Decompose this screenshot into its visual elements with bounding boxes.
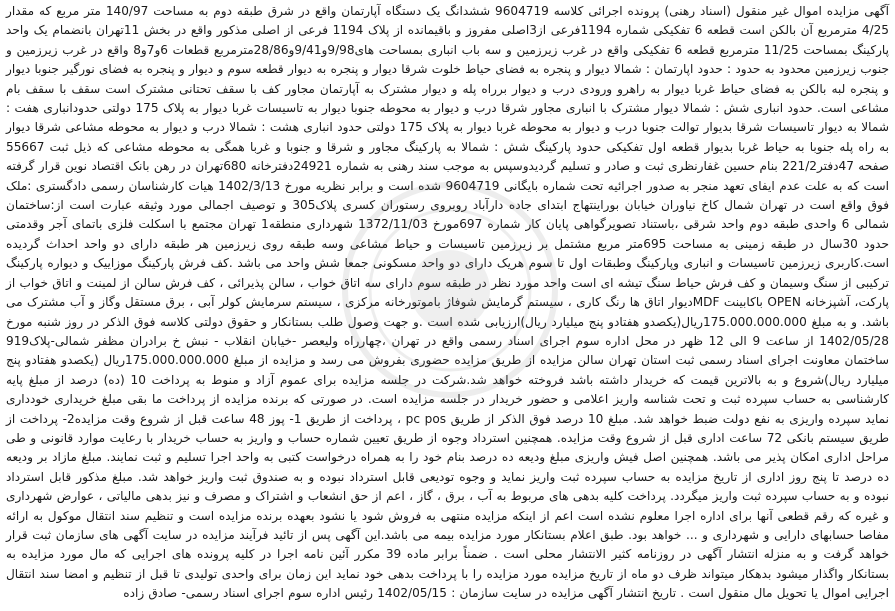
notice-body-text: آگهی مزایده اموال غیر منقول (اسناد رهنی) پرونده اجرائی کلاسه 9604719 ششدانگ یک دستگاه آپارتمان واقع در شرق طبقه دوم به مساحت 140/97 متر مربع که مقدار 4/25 مترمربع آن بالکن است قطعه 6 تفکیکی شماره 1194فرعی از3اصلی مفروز و باقیمانده از پلاک 1194 فرعی از اصلی مذکور واقع در بخش 11تهران بانضمام یک واحد پارکینگ بمساحت 11/25 مترمربع قطعه 6 تفکیکی واقع در غرب زیرزمین و سه باب انباری بمساحت های9/98و9/41و28/86مترمربع قطعات 6و7و8 واقع در غرب زیرزمین و جنوب زیرزمین محدود به حدود : حدود اپارتمان : شمالا دیوار و پنجره به فضای حیاط خلوت شرقا دیوار و پنجره به دیوار قطعه سوم و دیوار و پنجره به فضای نورگیر جنوبا دیوار و پنجره لبه بالکن به فضای حیاط غربا دیوار به راهرو ورودی درب و دیوار برراه پله و دیوار مشترک به آپارتمان مجاور کف با سقف تحتانی مشترک است سقف با سقف بام مشاعی است. حدود انباری شش : شمالا دیوار مشترک با انباری مجاور شرقا درب و دیوار به محوطه جنوبا دیوار به تاسیسات غربا دیوار به پلاک 175 دولتی حدودانباری هفت : شمالا به دیوار تاسیسات شرقا بدیوار توالت جنوبا درب و دیوار به محوطه غربا دیوار به پلاک 175 دولتی حدود انباری هشت : شمالا درب و دیوار به محوطه مشاعی شرقا دیوار به راه پله جنوبا به حیاط غربا بدیوار قطعه اول تفکیکی حدود پارکینگ شش : شمالا به پارکینگ مجاور و شرقا و جنوبا و غربا همگی به محوطه مشاعی که ذیل ثبت 55667 صفحه 47دفتر221/2 بنام حسین غفارنظری ثبت و صادر و تسلیم گردیدوسپس به موجب سند رهنی به شماره 24921دفترخانه 680تهران در رهن بانک اقتصاد نوین قرار گرفته است که به علت عدم ایفای تعهد منجر به صدور اجرائیه تحت شماره بایگانی 9604719 شده است و برابر نظریه مورخ 1402/3/13 هیات کارشناسان رسمی دادگستری :ملک فوق واقع است در تهران شمال کاخ نیاوران خیابان بوراینتهاج ابتدای جاده دارآباد روبروی رستوران کسری پلاک305 و توصیف اجمالی مورد وثیقه عبارت است از:ساختمان شمالی 6 واحدی طبقه دوم واحد شرقی ،باستناد تصویرگواهی پایان کار شماره 697مورخ 1372/11/03 شهرداری منطقه1 تهران مجتمع با اسکلت فلزی باتمای آجر وقدمتی حدود 30سال در طبقه زمینی به مساحت 695متر مربع مشتمل بر زیرزمین تاسیسات و حیاط مشاعی وسه طبقه روی زیرزمین هر طبقه دارای دو واحد احداث گردیده است.کاربری زیرزمین تاسیسات و انباری وپارکینگ وطبقات اول تا سوم هریک دارای دو واحد مسکونی جمعا شش واحد می باشد .کف فرش پارکینگ موزاییک و دیواره پارکینگ ترکیبی از سنگ وسیمان و کف فرش حیاط سنگ تیشه ای است واحد مورد نظر در طبقه سوم دارای سه اتاق خواب ، سالن پذیرائی ، کف فرش سالن از لمینت و اتاق خواب از پارکت، آشپزخانه OPEN باکابینت MDFدیوار اتاق ها رنگ کاری ، سیستم گرمایش شوفاژ باموتورخانه مرکزی ، سیستم سرمایش کولر آبی ، برق مستقل وگاز و آب مشترک می باشد. و به مبلغ 175.000.000.000ریال(یکصدو هفتادو پنج میلیارد ریال)ارزیابی شده است .و جهت وصول طلب بستانکار و حقوق دولتی کلاسه فوق الذکر در روز شنبه مورخ 1402/05/28 از ساعت 9 الی 12 ظهر در محل اداره سوم اجرای اسناد رسمی واقع در تهران ،چهارراه ولیعصر -خیابان انقلاب - نبش خ برادران مظفر شمالی-پلاک919 ساختمان معاونت اجرای اسناد رسمی ثبت استان تهران سالن مزایده از طریق مزایده حضوری بفروش می رسد و مزایده از مبلغ 175.000.000.000ریال (یکصدو هفتادو پنج میلیارد ریال)شروع و به بالاترین قیمت که خریدار داشته باشد فروخته خواهد شد.شرکت در جلسه مزایده برای عموم آزاد و منوط به پرداخت 10 (ده) درصد از مبلغ پایه کارشناسی به حساب سپرده ثبت و تحت شناسه واریز اعلامی و حضور خریدار در جلسه مزایده است. در صورتی که برنده مزایده از پرداخت ما بقی مبلغ خریداری خودداری نماید سپرده واریزی به نفع دولت ضبط خواهد شد. مبلغ 10 درصد فوق الذکر از طریق pc pos ، پرداخت از طریق 1- پوز 48 ساعت قبل از شروع وقت مزایده2- پرداخت از طریق سیستم بانکی 72 ساعت اداری قبل از شروع وقت مزایده. همچنین استرداد وجوه از طریق تعیین شماره حساب و واریز به حساب خریدار با رعایت موارد قانونی و طی مراحل اداری امکان پذیر می باشد. همچنین اصل فیش واریزی مبلغ ودیعه ده درصد بنام خود را به همراه درخواست کتبی به واحد اجرا تسلیم و ثبت نمایند. مبلغ مازاد بر ودیعه ده درصد تا پنج روز اداری از تاریخ مزایده به حساب سپرده ثبت واریز نماید و وجوه تودیعی قابل استرداد نبوده و به صندوق ثبت واریز خواهد شد. مبلغ مذکور قابل استرداد نبوده و به حساب سپرده ثبت واریز میگردد. پرداخت کلیه بدهی های مربوط به آب ، برق ، گاز ، اعم از حق انشعاب و اشتراک و مصرف و نیز بدهی مالیاتی ، عوارض شهرداری و غیره که رقم قطعی آنها برای اداره اجرا معلوم نشده است اعم از اینکه مزایده منتهی به فروش شود یا نشود بعهده برنده مزایده است و تنظیم سند انتقال موکول به ارائه مفاصا حسابهای دارایی و شهرداری و ... خواهد بود. طبق اعلام بستانکار مورد مزایده بیمه می باشد.این آگهی پس از تائید فرآیند مزایده در سایت آگهی های سازمان ثبت قرار خواهد گرفت و به منزله انتشار آگهی در روزنامه کثیر الانتشار محلی است . ضمناً برابر ماده 39 مکرر آئین نامه اجرا در کلیه پرونده های اجرایی که مال مورد مزایده به بستانکار واگذار میشود بدهکار میتواند ظرف دو ماه از تاریخ مزایده مورد مزایده را با پرداخت بدهی خود نماید این زمان برای واحدی تولیدی تا قبل از تنظیم و امضا سند انتقال اجرایی اموال یا تحویل مال منقول است . تاریخ انتشار آگهی مزایده در سایت سازمان : 1402/05/15 رئیس اداره سوم اجرای اسناد رسمی- صادق زاده [6,4,889,601]
